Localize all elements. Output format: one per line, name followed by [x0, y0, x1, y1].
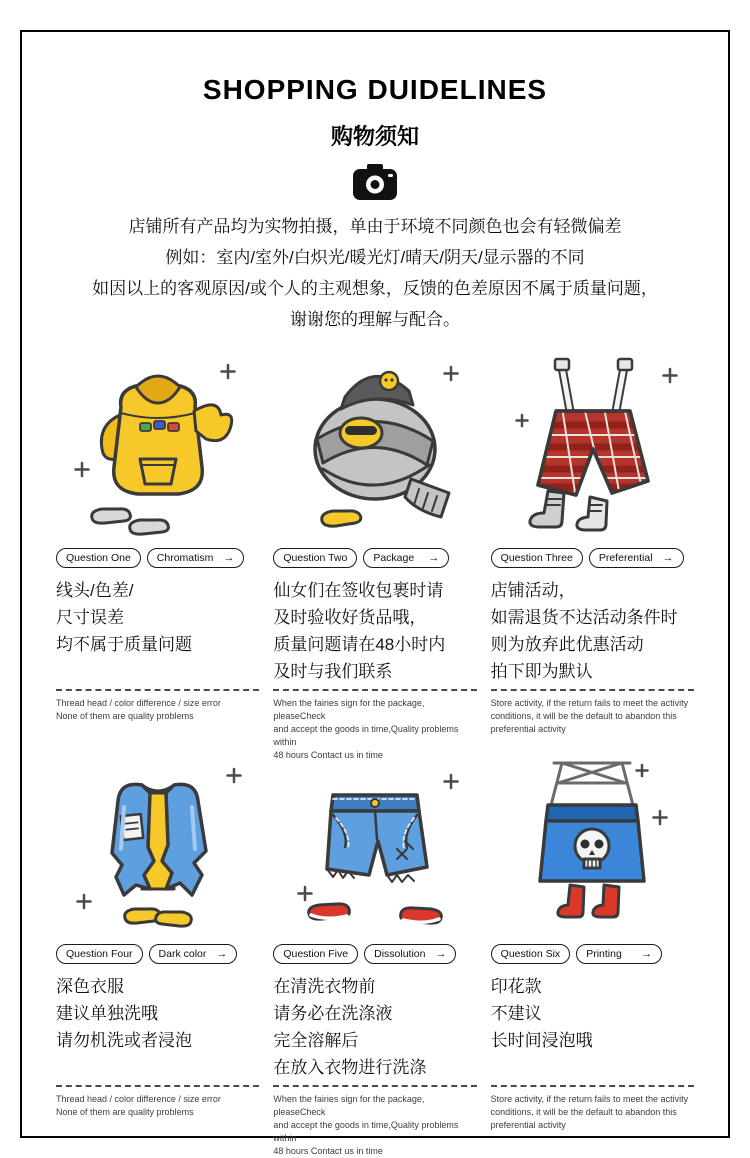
cn-line: 如需退货不达活动条件时 — [490, 608, 678, 627]
guideline-text-cn — [273, 973, 476, 1081]
section-question-four — [56, 749, 259, 1135]
plus-icon — [637, 765, 667, 824]
badge-row — [273, 547, 476, 569]
cn-line: 质量问题请在48小时内 — [273, 635, 446, 654]
intro-paragraph — [22, 211, 728, 335]
badge-row — [273, 943, 476, 965]
badge-row — [491, 943, 694, 965]
en-line: Store activity, if the return fails to meet the activity — [490, 1094, 689, 1104]
dashed-divider — [491, 1085, 694, 1087]
en-line: When the fairies sign for the package, pleaseCheck — [273, 698, 425, 721]
cn-line: 仙女们在签收包裹时请 — [273, 581, 444, 600]
guideline-text-cn — [273, 577, 476, 685]
topic-badge-label: Package — [373, 552, 415, 564]
section-question-three — [491, 353, 694, 739]
dashed-divider — [273, 1085, 476, 1087]
cn-line: 完全溶解后 — [273, 1031, 359, 1050]
intro-line: 例如：室内/室外/白炽光/暖光灯/晴天/阴天/显示器的不同 — [165, 248, 585, 267]
badge-row — [56, 943, 259, 965]
en-line: and accept the goods in time,Quality problems within — [273, 1120, 459, 1143]
en-line: None of them are quality problems — [56, 711, 194, 721]
cn-line: 请勿机洗或者浸泡 — [56, 1031, 192, 1050]
cn-line: 在放入衣物进行洗涤 — [273, 1058, 427, 1077]
section-question-five — [273, 749, 476, 1156]
topic-badge-label: Dark color — [158, 948, 207, 960]
cn-line: 深色衣服 — [56, 977, 124, 996]
cn-line: 在清洗衣物前 — [273, 977, 376, 996]
cn-line: 均不属于质量问题 — [56, 635, 192, 654]
arrow-icon: → — [428, 552, 440, 564]
section-question-six — [491, 749, 694, 1135]
topic-badge-label: Printing — [586, 948, 622, 960]
cn-line: 印花款 — [490, 977, 542, 996]
en-line: conditions, it will be the default to abandon this — [490, 711, 677, 721]
dashed-divider — [56, 689, 259, 691]
topic-badge — [364, 944, 456, 964]
en-line: 48 hours Contact us in time — [273, 750, 383, 760]
guideline-text-cn — [56, 973, 259, 1081]
dashed-divider — [56, 1085, 259, 1087]
dashed-divider — [491, 689, 694, 691]
en-line: Store activity, if the return fails to meet the activity — [490, 698, 689, 708]
en-line: and accept the goods in time,Quality problems within — [273, 724, 459, 747]
skull-tank-top-icon — [491, 749, 694, 937]
guideline-text-en — [56, 1093, 259, 1135]
plus-icon — [444, 367, 457, 380]
topic-badge-label: Preferential — [598, 552, 653, 564]
badge-row — [56, 547, 259, 569]
arrow-icon: → — [223, 552, 235, 564]
guideline-text-cn — [491, 973, 694, 1081]
question-badge: Question Two — [273, 548, 357, 568]
arrow-icon: → — [641, 948, 653, 960]
question-badge: Question One — [56, 548, 141, 568]
intro-line: 店铺所有产品均为实物拍摄，单由于环境不同颜色也会有轻微偏差 — [128, 217, 622, 236]
denim-vest-icon — [56, 749, 259, 937]
page-subtitle: 购物须知 — [330, 124, 419, 149]
cn-line: 长时间浸泡哦 — [490, 1031, 593, 1050]
cn-line: 建议单独洗哦 — [56, 1004, 158, 1023]
question-badge: Question Five — [273, 944, 358, 964]
gray-scarf-icon — [273, 353, 476, 541]
guideline-text-en — [491, 1093, 694, 1135]
en-line: When the fairies sign for the package, pleaseCheck — [273, 1094, 425, 1117]
arrow-icon: → — [216, 948, 228, 960]
arrow-icon: → — [435, 948, 447, 960]
question-badge: Question Three — [491, 548, 583, 568]
topic-badge — [149, 944, 238, 964]
cn-line: 请务必在洗涤液 — [273, 1004, 393, 1023]
intro-line: 如因以上的客观原因/或个人的主观想象，反馈的色差原因不属于质量问题， — [92, 279, 658, 298]
en-line: Thread head / color difference / size error — [56, 698, 221, 708]
guideline-text-cn — [491, 577, 694, 685]
cn-line: 尺寸误差 — [56, 608, 124, 627]
section-question-one — [56, 353, 259, 739]
red-plaid-pants-icon — [491, 353, 694, 541]
guidelines-grid — [56, 353, 694, 1156]
topic-badge — [589, 548, 684, 568]
intro-line: 谢谢您的理解与配合。 — [290, 310, 460, 329]
topic-badge — [576, 944, 662, 964]
cn-line: 店铺活动， — [490, 581, 576, 600]
guideline-text-en — [491, 697, 694, 739]
topic-badge — [363, 548, 449, 568]
en-line: preferential activity — [490, 1120, 566, 1130]
cn-line: 不建议 — [490, 1004, 542, 1023]
guideline-text-en — [273, 697, 476, 760]
en-line: preferential activity — [490, 724, 566, 734]
en-line: 48 hours Contact us in time — [273, 1146, 383, 1156]
denim-shorts-icon — [273, 749, 476, 937]
guideline-text-en — [56, 697, 259, 739]
question-badge: Question Four — [56, 944, 143, 964]
guideline-text-en — [273, 1093, 476, 1156]
topic-badge-label: Dissolution — [374, 948, 426, 960]
yellow-hoodie-icon — [56, 353, 259, 541]
cn-line: 线头/色差/ — [56, 581, 134, 600]
en-line: conditions, it will be the default to abandon this — [490, 1107, 677, 1117]
question-badge: Question Six — [491, 944, 571, 964]
section-question-two — [273, 353, 476, 760]
page-title: SHOPPING DUIDELINES — [202, 74, 548, 105]
topic-badge — [147, 548, 245, 568]
cn-line: 及时验收好货品哦， — [273, 608, 427, 627]
topic-badge-label: Chromatism — [156, 552, 214, 564]
cn-line: 及时与我们联系 — [273, 662, 393, 681]
cn-line: 拍下即为默认 — [490, 662, 593, 681]
en-line: Thread head / color difference / size error — [56, 1094, 221, 1104]
cn-line: 则为放弃此优惠活动 — [490, 635, 644, 654]
badge-row — [491, 547, 694, 569]
arrow-icon: → — [662, 552, 674, 564]
guideline-text-cn — [56, 577, 259, 685]
page-border-frame — [20, 30, 730, 1156]
en-line: None of them are quality problems — [56, 1107, 194, 1117]
dashed-divider — [273, 689, 476, 691]
camera-icon — [22, 163, 728, 201]
